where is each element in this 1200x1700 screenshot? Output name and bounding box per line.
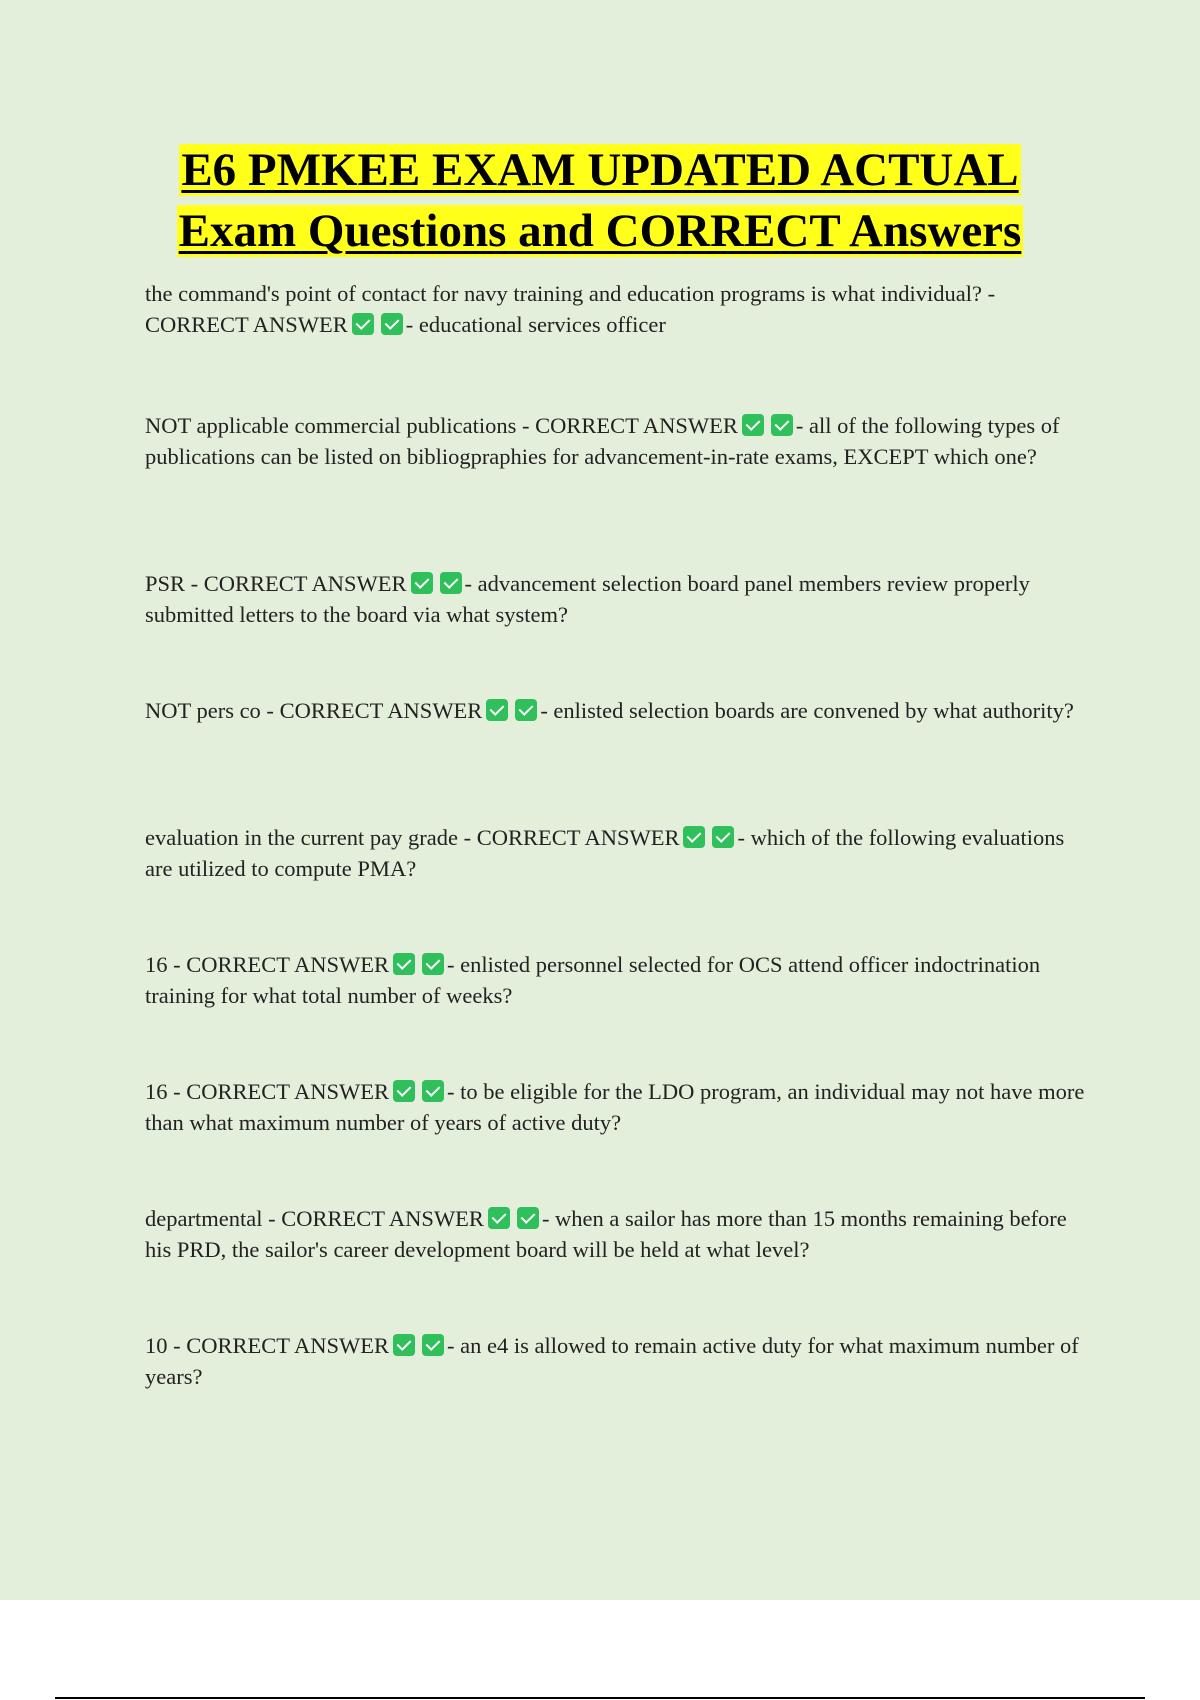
qa-item [145,1330,1085,1392]
qa-question-text: - enlisted selection boards are convened by what authority? [540,698,1074,723]
correct-answer-label: CORRECT ANSWER [186,1079,389,1104]
green-checkmark-icon [393,953,415,975]
correct-answer-label: CORRECT ANSWER [145,312,348,337]
qa-item [145,568,1085,630]
green-checkmark-icon [771,414,793,436]
qa-question-text: - enlisted personnel selected for OCS attend officer indoctrination training for what total number of weeks? [145,952,1041,1008]
document-title [0,140,1200,262]
qa-answer-text: 16 - [145,952,187,977]
qa-answer-text: NOT pers co - [145,698,280,723]
qa-question-text: - advancement selection board panel members review properly submitted letters to the board via what system? [145,571,1030,627]
correct-answer-label: CORRECT ANSWER [535,413,738,438]
green-checkmark-icon [488,1207,510,1229]
qa-item [145,1203,1085,1265]
qa-answer-text: 10 - [145,1333,187,1358]
qa-item [145,410,1085,472]
qa-answer-text: the command's point of contact for navy training and education programs is what individual? - [145,281,996,306]
qa-answer-text: PSR - [145,571,204,596]
green-checkmark-icon [381,313,403,335]
correct-answer-label: CORRECT ANSWER [186,952,389,977]
green-checkmark-icon [422,1334,444,1356]
green-checkmark-icon [393,1080,415,1102]
green-checkmark-icon [517,1207,539,1229]
correct-answer-label: CORRECT ANSWER [186,1333,389,1358]
green-checkmark-icon [742,414,764,436]
green-checkmark-icon [683,826,705,848]
correct-answer-label: CORRECT ANSWER [281,1206,484,1231]
green-checkmark-icon [440,572,462,594]
qa-question-text: - which of the following evaluations are utilized to compute PMA? [145,825,1065,881]
qa-question-text: - to be eligible for the LDO program, an individual may not have more than what maximum number of years of active duty? [145,1079,1085,1135]
green-checkmark-icon [411,572,433,594]
qa-answer-text: departmental - [145,1206,282,1231]
qa-answer-text: evaluation in the current pay grade - [145,825,477,850]
green-checkmark-icon [712,826,734,848]
qa-question-text: - an e4 is allowed to remain active duty for what maximum number of years? [145,1333,1079,1389]
correct-answer-label: CORRECT ANSWER [476,825,680,850]
title-line-2: Exam Questions and CORRECT Answers [178,205,1022,257]
title-line-1: E6 PMKEE EXAM UPDATED ACTUAL [181,144,1019,196]
green-checkmark-icon [422,1080,444,1102]
green-checkmark-icon [352,313,374,335]
green-checkmark-icon [486,699,508,721]
qa-question-text: - all of the following types of publications can be listed on bibliogpraphies for advancement-in-rate exams, EXCEPT which one? [145,413,1060,469]
qa-item [145,949,1085,1011]
green-checkmark-icon [422,953,444,975]
qa-answer-text: NOT applicable commercial publications - [145,413,536,438]
green-checkmark-icon [393,1334,415,1356]
qa-question-text: - when a sailor has more than 15 months remaining before his PRD, the sailor's career development board will be held at what level? [145,1206,1067,1262]
qa-answer-text: 16 - [145,1079,187,1104]
correct-answer-label: CORRECT ANSWER [203,571,407,596]
qa-question-text: - educational services officer [405,312,666,337]
footer-divider [55,1697,1145,1699]
qa-item [145,695,1085,726]
qa-item [145,278,1085,340]
correct-answer-label: CORRECT ANSWER [279,698,483,723]
qa-item [145,822,1085,884]
qa-item [145,1076,1085,1138]
green-checkmark-icon [515,699,537,721]
